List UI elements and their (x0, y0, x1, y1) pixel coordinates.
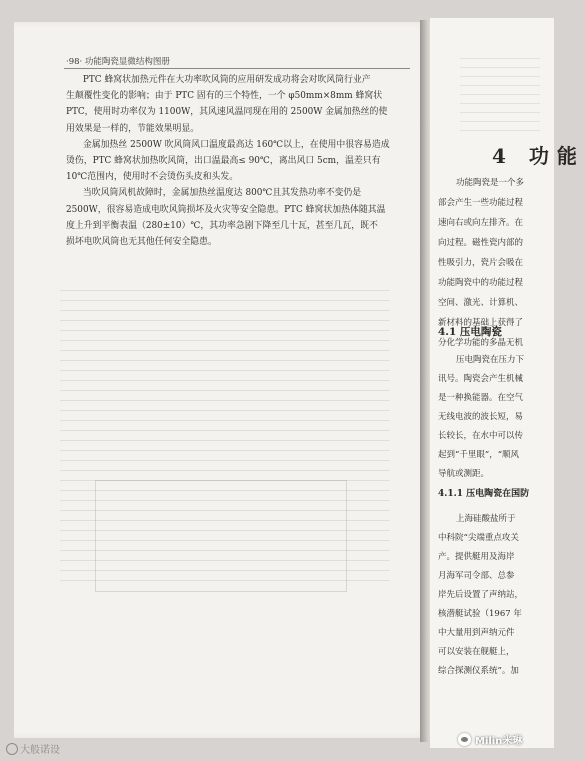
text-line: 综合探测仪系统”。加 (438, 666, 519, 676)
text-line: 无线电波的波长短，易 (438, 412, 524, 422)
text-line: 2500W，很容易造成电吹风筒损坏及火灾等安全隐患。PTC 蜂窝状加热体随其温 (66, 204, 386, 215)
text-line: PTC 蜂窝状加热元件在大功率吹风筒的应用研发成功将会对吹风筒行业产 (82, 75, 371, 85)
text-line: 中大量用到声纳元件 (438, 628, 515, 638)
section-heading: 4.1.1 压电陶瓷在国防 (438, 489, 530, 499)
text-line: 10℃范围内，使用时不会烫伤头皮和头发。 (66, 172, 239, 183)
text-line: 是一种换能器。在空气 (438, 393, 524, 403)
text-line: 上海硅酸盐所于 (456, 514, 516, 524)
text-line: 压电陶瓷在压力下 (456, 355, 525, 365)
text-line: 速向右或向左排齐。在 (438, 218, 524, 228)
paragraph (66, 137, 400, 186)
text-line: 新材料的基础上获得了 (438, 318, 524, 328)
text-line: 月海军司令部、总参 (438, 571, 515, 581)
text-line: 空间、激光、计算机、 (438, 298, 524, 308)
running-head: ·98· 功能陶瓷显微结构图册 (66, 57, 170, 67)
text-line: 起到“千里眼”，“顺风 (438, 450, 520, 460)
bleed-through-table (95, 480, 347, 592)
watermark-left-text: 大般诺设 (20, 745, 60, 756)
text-line: 功能陶瓷是一个多 (456, 178, 525, 188)
chapter-title: 4 功能 (492, 144, 585, 168)
watermark-right (458, 732, 522, 747)
text-line: 长较长，在水中可以传 (438, 431, 524, 441)
paragraph (66, 185, 400, 250)
text-line: 产。提供艇用及海岸 (438, 552, 515, 562)
text-line: 导航或测距。 (438, 469, 490, 479)
text-line: PTC，使用时功率仅为 1100W，其风速风温同现在用的 2500W 金属加热丝的使 (66, 107, 388, 118)
text-line: 损坏电吹风筒也无其他任何安全隐患。 (66, 237, 217, 248)
text-line: 岸先后设置了声纳站， (438, 590, 524, 600)
paragraph (66, 72, 400, 137)
header-rule (64, 68, 410, 69)
text-line: 功能陶瓷中的功能过程 (438, 278, 524, 288)
text-line: 核潜艇试验（1967 年 (438, 609, 522, 619)
text-line: 度上升到平衡表温（280±10）℃，其功率急剧下降至几十瓦，甚至几瓦，既不 (66, 220, 378, 231)
text-line: 烫伤，PTC 蜂窝状加热吹风筒，出口温最高≤ 90℃，离出风口 5cm，温差只有 (66, 156, 381, 167)
watermark-logo-icon (6, 743, 18, 755)
left-body-text (66, 72, 400, 250)
watermark-right-text: Milin米琳 (475, 736, 523, 747)
text-line: 金属加热丝 2500W 吹风筒风口温度最高达 160℃以上，在使用中很容易造成 (82, 139, 390, 150)
text-line: 可以安装在舰艇上， (438, 647, 515, 657)
text-line: 用效果是一样的，节能效果明显。 (66, 123, 200, 134)
text-line: 部会产生一些功能过程 (438, 198, 524, 208)
text-line: 当吹风筒风机故障时，金属加热丝温度达 800℃且其发热功率不变仍是 (82, 188, 362, 199)
text-line: 分化学功能的多晶无机 (438, 338, 524, 348)
text-line: 中科院“尖端重点攻关 (438, 533, 519, 543)
text-line: 生颠覆性变化的影响；由于 PTC 固有的三个特性，一个 φ50mm×8mm 蜂窝状 (66, 91, 383, 102)
text-line: 向过程。磁性瓷内部的 (438, 238, 524, 248)
section-heading: 4.1 压电陶瓷 (438, 326, 502, 338)
wechat-icon (458, 733, 471, 746)
watermark-left (6, 741, 60, 756)
text-line: 性吸引力，瓷片会吸在 (438, 258, 524, 268)
right-page (430, 18, 585, 748)
text-line: 讯号。陶瓷会产生机械 (438, 374, 524, 384)
bleed-through-text-right (460, 58, 540, 138)
